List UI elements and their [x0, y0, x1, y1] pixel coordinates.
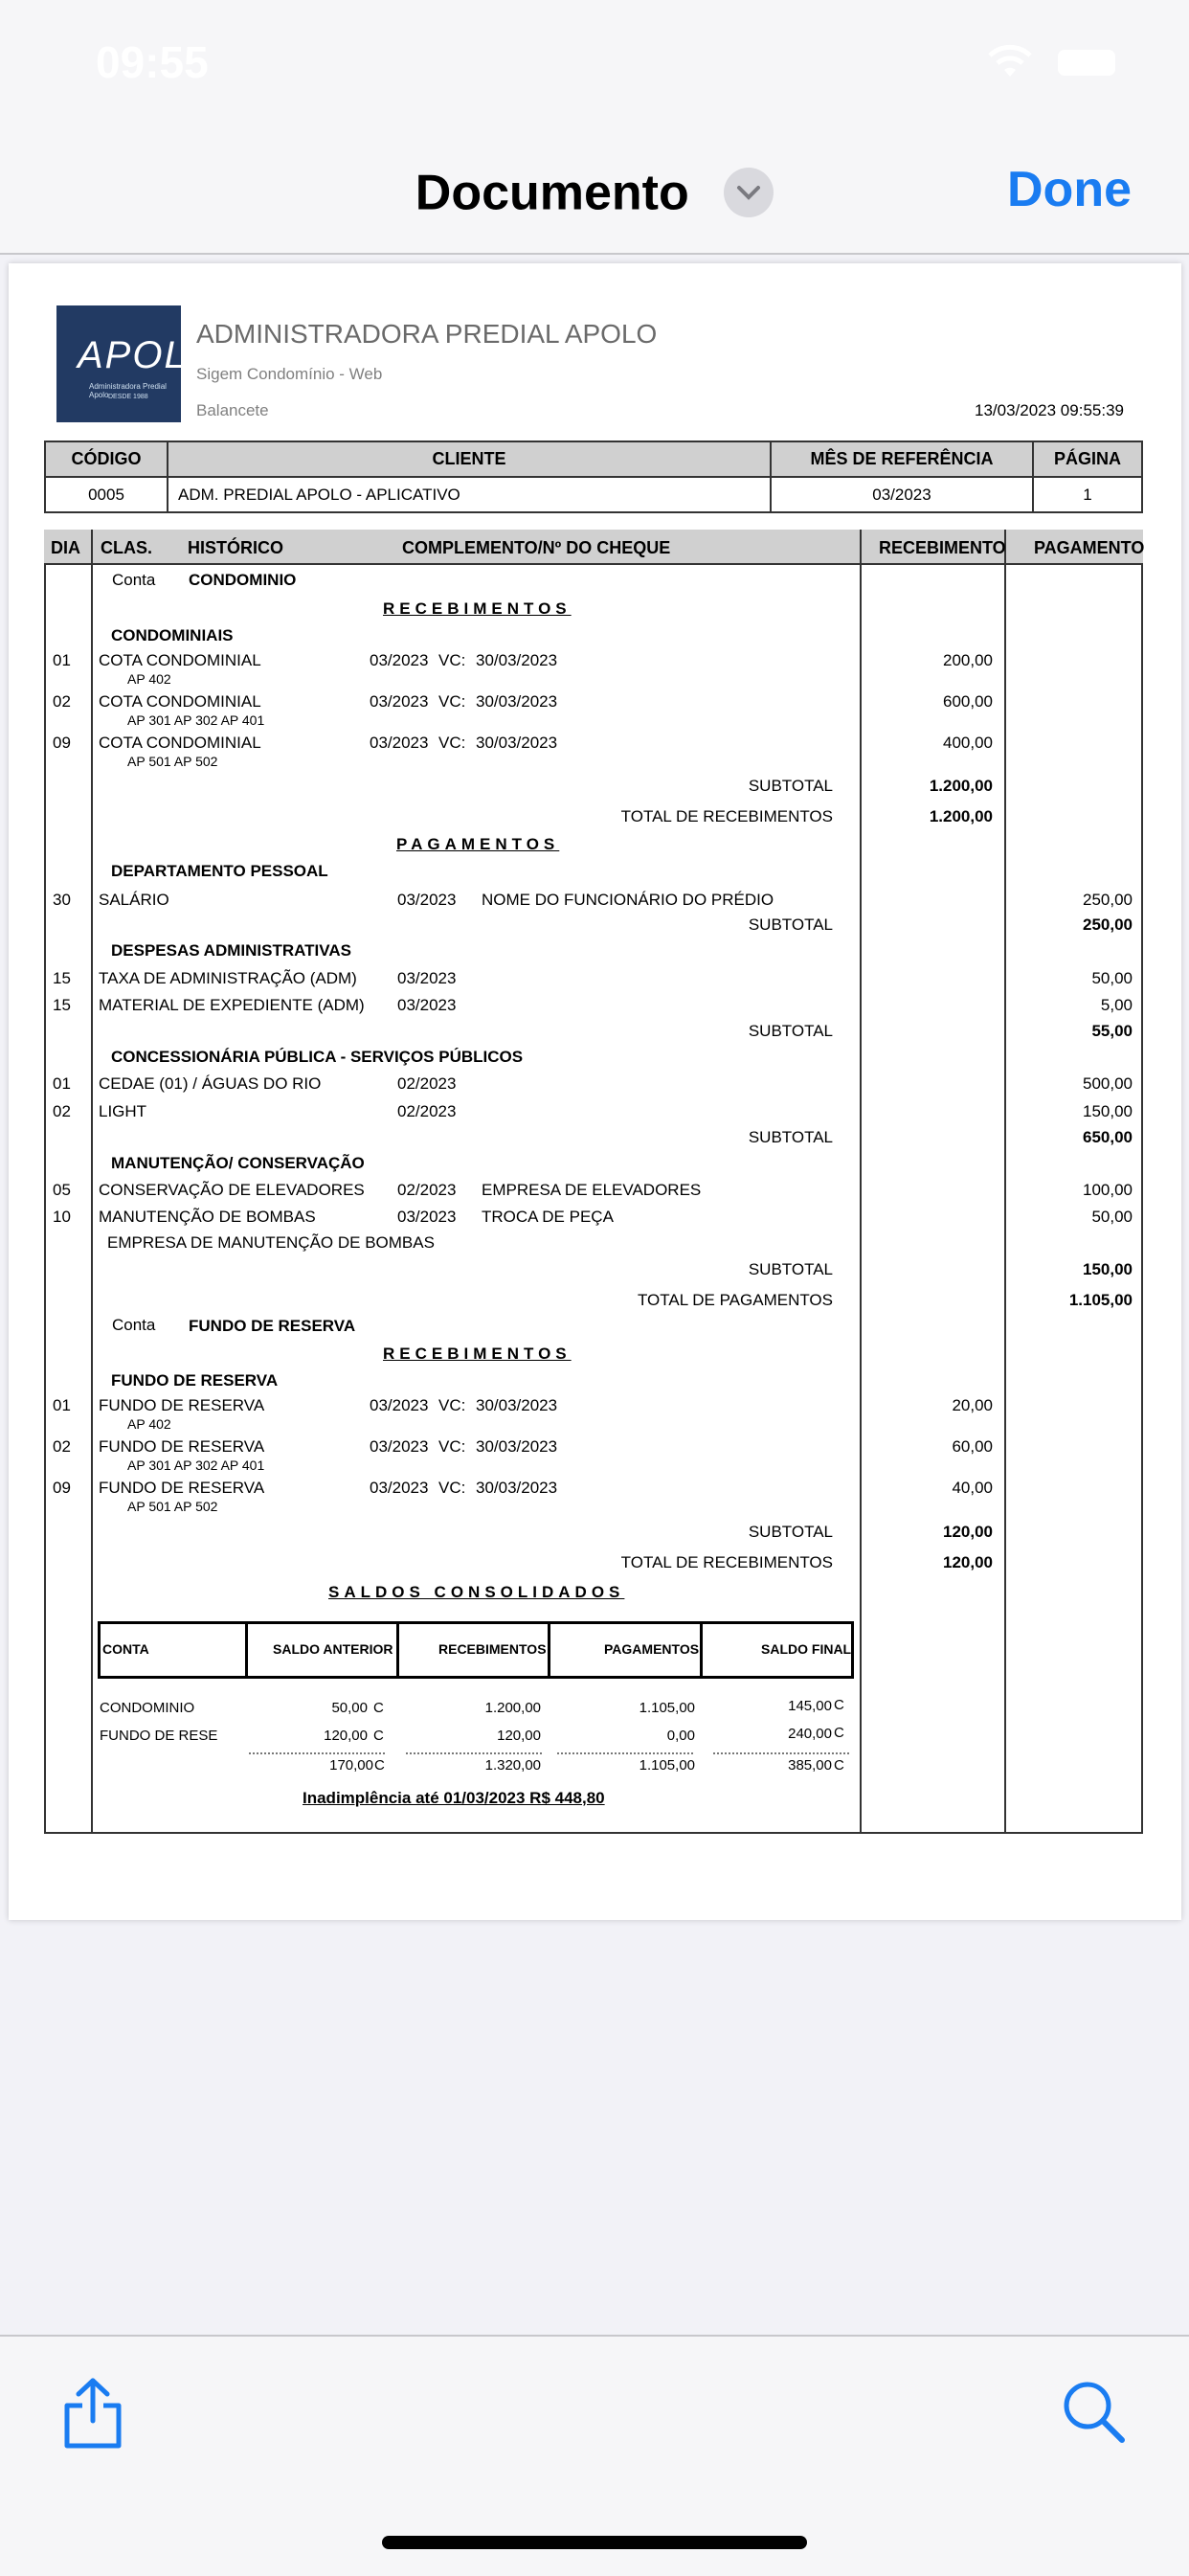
home-indicator — [382, 2536, 807, 2549]
saldo-anterior: 120,00 — [324, 1728, 368, 1744]
row-recebimento: 40,00 — [952, 1479, 993, 1497]
row-vc: 30/03/2023 — [476, 692, 558, 711]
total-value: 120,00 — [943, 1553, 993, 1571]
row-historico: SALÁRIO — [99, 891, 169, 909]
section-title: RECEBIMENTOS — [383, 599, 572, 618]
row-vc: 30/03/2023 — [476, 1396, 558, 1414]
row-complemento: EMPRESA DE ELEVADORES — [482, 1181, 702, 1199]
conta-name: CONDOMINIO — [189, 571, 297, 589]
subtotal-value: 55,00 — [1091, 1022, 1133, 1040]
saldo-total-pag: 1.105,00 — [639, 1757, 695, 1774]
row-vc: 30/03/2023 — [476, 1437, 558, 1456]
group-heading: CONCESSIONÁRIA PÚBLICA - SERVIÇOS PÚBLICOS — [111, 1048, 524, 1066]
row-ref: 03/2023 — [370, 1479, 429, 1497]
row-historico: FUNDO DE RESERVA — [99, 1396, 265, 1414]
saldos-col-final: SALDO FINAL — [761, 1641, 852, 1657]
subtotal-value: 120,00 — [943, 1523, 993, 1541]
row-note: EMPRESA DE MANUTENÇÃO DE BOMBAS — [107, 1233, 435, 1252]
total-label: TOTAL DE RECEBIMENTOS — [620, 1553, 833, 1571]
saldos-col-receb: RECEBIMENTOS — [438, 1641, 547, 1657]
total-value: 1.200,00 — [929, 807, 993, 825]
row-historico: COTA CONDOMINIAL — [99, 692, 261, 711]
saldo-pag: 0,00 — [666, 1728, 695, 1744]
row-units: AP 402 — [127, 671, 171, 687]
page-title: Documento — [415, 165, 689, 221]
saldo-anterior-flag: C — [373, 1728, 384, 1744]
company-logo: APOLO Administradora Predial Apolo DESDE 1988 — [56, 305, 181, 422]
saldo-final: 240,00 — [788, 1726, 832, 1742]
col-clas: CLAS. — [101, 538, 152, 557]
row-historico: MANUTENÇÃO DE BOMBAS — [99, 1208, 316, 1226]
row-ref: 03/2023 — [370, 1396, 429, 1414]
search-icon[interactable] — [1061, 2379, 1128, 2446]
row-dia: 30 — [53, 891, 71, 909]
row-units: AP 501 AP 502 — [127, 754, 218, 769]
subtotal-label: SUBTOTAL — [748, 1523, 833, 1541]
row-vc-label: VC: — [438, 1479, 466, 1497]
row-dia: 15 — [53, 969, 71, 987]
battery-icon — [1058, 50, 1115, 76]
row-vc-label: VC: — [438, 651, 466, 669]
row-vc: 30/03/2023 — [476, 1479, 558, 1497]
subtotal-label: SUBTOTAL — [748, 915, 833, 934]
col-complemento: COMPLEMENTO/Nº DO CHEQUE — [402, 538, 671, 557]
saldo-receb: 120,00 — [497, 1728, 541, 1744]
row-ref: 03/2023 — [370, 734, 429, 752]
row-dia: 09 — [53, 1479, 71, 1497]
row-dia: 01 — [53, 1396, 71, 1414]
saldo-final-flag: C — [834, 1725, 844, 1741]
inadimplencia-note: Inadimplência até 01/03/2023 R$ 448,80 — [303, 1789, 605, 1807]
value-pagina: 1 — [1033, 477, 1142, 512]
saldo-final-flag: C — [834, 1697, 844, 1713]
system-subtitle: Sigem Condomínio - Web — [196, 365, 383, 383]
row-pagamento: 150,00 — [1083, 1102, 1133, 1120]
row-dia: 01 — [53, 651, 71, 669]
company-name: ADMINISTRADORA PREDIAL APOLO — [196, 319, 658, 349]
row-historico: CONSERVAÇÃO DE ELEVADORES — [99, 1181, 365, 1199]
header-codigo: CÓDIGO — [45, 441, 168, 477]
saldo-conta: FUNDO DE RESE — [100, 1728, 218, 1744]
value-cliente: ADM. PREDIAL APOLO - APLICATIVO — [168, 477, 771, 512]
saldo-total-anterior-flag: C — [374, 1757, 385, 1774]
conta-name: FUNDO DE RESERVA — [189, 1317, 356, 1335]
row-units: AP 402 — [127, 1416, 171, 1432]
col-recebimento: RECEBIMENTO — [879, 538, 1006, 557]
saldo-total-final-flag: C — [834, 1757, 844, 1774]
row-vc-label: VC: — [438, 1437, 466, 1456]
value-codigo: 0005 — [45, 477, 168, 512]
row-ref: 03/2023 — [370, 1437, 429, 1456]
row-ref: 02/2023 — [397, 1074, 457, 1093]
subtotal-label: SUBTOTAL — [748, 1128, 833, 1146]
subtotal-value: 150,00 — [1083, 1260, 1133, 1278]
row-pagamento: 50,00 — [1091, 969, 1133, 987]
row-dia: 05 — [53, 1181, 71, 1199]
row-historico: LIGHT — [99, 1102, 147, 1120]
row-ref: 03/2023 — [397, 969, 457, 987]
row-pagamento: 50,00 — [1091, 1208, 1133, 1226]
row-recebimento: 60,00 — [952, 1437, 993, 1456]
col-dia: DIA — [51, 538, 80, 557]
row-ref: 03/2023 — [370, 692, 429, 711]
saldo-anterior: 50,00 — [331, 1700, 368, 1716]
navigation-bar — [0, 0, 1189, 255]
value-mes: 03/2023 — [771, 477, 1033, 512]
row-dia: 15 — [53, 996, 71, 1014]
row-pagamento: 250,00 — [1083, 891, 1133, 909]
status-bar — [0, 0, 1189, 124]
row-vc: 30/03/2023 — [476, 651, 558, 669]
chevron-down-icon[interactable] — [724, 168, 774, 217]
share-icon[interactable] — [59, 2375, 126, 2452]
row-units: AP 301 AP 302 AP 401 — [127, 1457, 265, 1473]
row-pagamento: 5,00 — [1100, 996, 1133, 1014]
row-ref: 03/2023 — [397, 996, 457, 1014]
row-dia: 02 — [53, 1437, 71, 1456]
row-dia: 01 — [53, 1074, 71, 1093]
saldos-title: SALDOS CONSOLIDADOS — [328, 1583, 625, 1601]
total-value: 1.105,00 — [1068, 1291, 1133, 1309]
row-recebimento: 600,00 — [943, 692, 993, 711]
row-dia: 02 — [53, 1102, 71, 1120]
row-recebimento: 200,00 — [943, 651, 993, 669]
row-historico: MATERIAL DE EXPEDIENTE (ADM) — [99, 996, 365, 1014]
subtotal-value: 650,00 — [1083, 1128, 1133, 1146]
row-historico: COTA CONDOMINIAL — [99, 734, 261, 752]
report-name: Balancete — [196, 401, 269, 419]
group-heading: MANUTENÇÃO/ CONSERVAÇÃO — [111, 1154, 365, 1172]
saldos-col-pag: PAGAMENTOS — [604, 1641, 700, 1657]
saldo-total-receb: 1.320,00 — [484, 1757, 541, 1774]
row-vc-label: VC: — [438, 692, 466, 711]
row-vc-label: VC: — [438, 1396, 466, 1414]
subtotal-label: SUBTOTAL — [748, 1260, 833, 1278]
wifi-icon — [986, 44, 1034, 79]
header-pagina: PÁGINA — [1033, 441, 1142, 477]
saldo-anterior-flag: C — [373, 1700, 384, 1716]
row-dia: 09 — [53, 734, 71, 752]
section-title: PAGAMENTOS — [396, 835, 560, 853]
row-pagamento: 500,00 — [1083, 1074, 1133, 1093]
header-mes: MÊS DE REFERÊNCIA — [771, 441, 1033, 477]
row-ref: 02/2023 — [397, 1181, 457, 1199]
subtotal-value: 250,00 — [1083, 915, 1133, 934]
row-ref: 03/2023 — [397, 891, 457, 909]
subtotal-label: SUBTOTAL — [748, 777, 833, 795]
saldo-pag: 1.105,00 — [639, 1700, 695, 1716]
group-heading: CONDOMINIAIS — [111, 626, 234, 644]
saldo-total-anterior: 170,00 — [329, 1757, 373, 1774]
row-historico: TAXA DE ADMINISTRAÇÃO (ADM) — [99, 969, 357, 987]
saldo-final: 145,00 — [788, 1698, 832, 1714]
row-recebimento: 400,00 — [943, 734, 993, 752]
saldo-total-final: 385,00 — [788, 1757, 832, 1774]
row-pagamento: 100,00 — [1083, 1181, 1133, 1199]
group-heading: DESPESAS ADMINISTRATIVAS — [111, 941, 351, 960]
row-ref: 03/2023 — [370, 651, 429, 669]
total-label: TOTAL DE PAGAMENTOS — [637, 1291, 833, 1309]
row-ref: 02/2023 — [397, 1102, 457, 1120]
status-time: 09:55 — [96, 37, 209, 87]
saldo-conta: CONDOMINIO — [100, 1700, 195, 1716]
row-vc: 30/03/2023 — [476, 734, 558, 752]
row-vc-label: VC: — [438, 734, 466, 752]
saldo-receb: 1.200,00 — [484, 1700, 541, 1716]
row-historico: CEDAE (01) / ÁGUAS DO RIO — [99, 1074, 322, 1093]
row-units: AP 501 AP 502 — [127, 1499, 218, 1514]
section-title: RECEBIMENTOS — [383, 1344, 572, 1363]
group-heading: FUNDO DE RESERVA — [111, 1371, 279, 1390]
col-historico: HISTÓRICO — [188, 538, 284, 557]
row-units: AP 301 AP 302 AP 401 — [127, 712, 265, 728]
subtotal-value: 1.200,00 — [929, 777, 993, 795]
report-timestamp: 13/03/2023 09:55:39 — [975, 401, 1124, 419]
conta-label: Conta — [112, 1316, 156, 1334]
client-info-table — [44, 441, 1143, 513]
total-label: TOTAL DE RECEBIMENTOS — [620, 807, 833, 825]
row-historico: FUNDO DE RESERVA — [99, 1479, 265, 1497]
row-historico: COTA CONDOMINIAL — [99, 651, 261, 669]
subtotal-label: SUBTOTAL — [748, 1022, 833, 1040]
row-dia: 02 — [53, 692, 71, 711]
row-ref: 03/2023 — [397, 1208, 457, 1226]
saldos-col-conta: CONTA — [102, 1641, 149, 1657]
row-historico: FUNDO DE RESERVA — [99, 1437, 265, 1456]
row-recebimento: 20,00 — [952, 1396, 993, 1414]
conta-label: Conta — [112, 571, 156, 589]
header-cliente: CLIENTE — [168, 441, 771, 477]
group-heading: DEPARTAMENTO PESSOAL — [111, 862, 328, 880]
row-complemento: NOME DO FUNCIONÁRIO DO PRÉDIO — [482, 891, 774, 909]
col-pagamento: PAGAMENTO — [1034, 538, 1145, 557]
done-button[interactable]: Done — [1007, 162, 1132, 217]
row-dia: 10 — [53, 1208, 71, 1226]
saldos-col-anterior: SALDO ANTERIOR — [273, 1641, 393, 1657]
row-complemento: TROCA DE PEÇA — [482, 1208, 614, 1226]
